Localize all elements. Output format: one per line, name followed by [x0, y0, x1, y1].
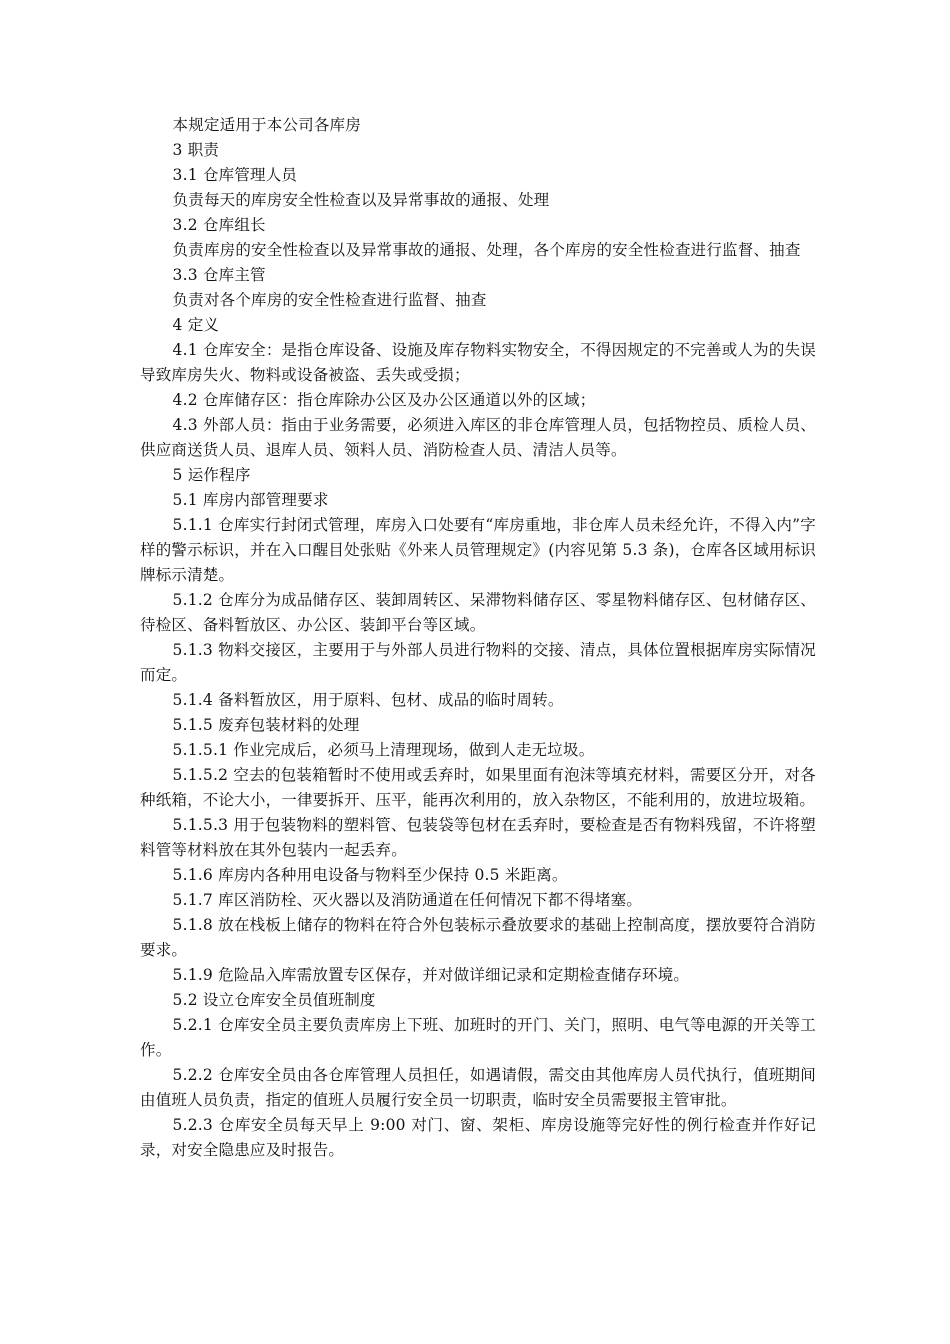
- clause: 5.1.4 备料暂放区，用于原料、包材、成品的临时周转。: [172, 691, 564, 709]
- scope-statement: 本规定适用于本公司各库房: [172, 116, 361, 134]
- clause: 5.1.7 库区消防栓、灭火器以及消防通道在任何情况下都不得堵塞。: [172, 891, 643, 909]
- paragraph: 负责库房的安全性检查以及异常事故的通报、处理，各个库房的安全性检查进行监督、抽查: [172, 241, 801, 259]
- clause: 5.1.6 库房内各种用电设备与物料至少保持 0.5 米距离。: [172, 866, 568, 884]
- clause: 5.2.3 仓库安全员每天早上 9:00 对门、窗、架柜、库房设施等完好性的例行检查并作好记录，对安全隐患应及时报告。: [140, 1116, 816, 1159]
- clause: 4.3 外部人员：指由于业务需要，必须进入库区的非仓库管理人员，包括物控员、质检人员、供应商送货人员、退库人员、领料人员、消防检查人员、清洁人员等。: [140, 416, 816, 459]
- clause: 4.2 仓库储存区：指仓库除办公区及办公区通道以外的区域；: [172, 391, 596, 409]
- clause: 5.2.2 仓库安全员由各仓库管理人员担任，如遇请假，需交由其他库房人员代执行，值班期间由值班人员负责，指定的值班人员履行安全员一切职责，临时安全员需要报主管审批。: [140, 1066, 816, 1109]
- subsection-heading: 3.1 仓库管理人员: [172, 166, 298, 184]
- section-heading: 4 定义: [172, 316, 220, 334]
- clause: 5.1.8 放在栈板上储存的物料在符合外包装标示叠放要求的基础上控制高度，摆放要符合消防要求。: [140, 916, 816, 959]
- clause: 5.1.5 废弃包装材料的处理: [172, 716, 360, 734]
- clause: 5.1.3 物料交接区，主要用于与外部人员进行物料的交接、清点，具体位置根据库房实际情况而定。: [140, 641, 816, 684]
- clause: 5.1.5.3 用于包装物料的塑料管、包装袋等包材在丢弃时，要检查是否有物料残留，不许将塑料管等材料放在其外包装内一起丢弃。: [140, 816, 816, 859]
- clause: 5.1.2 仓库分为成品储存区、装卸周转区、呆滞物料储存区、零星物料储存区、包材储存区、待检区、备料暂放区、办公区、装卸平台等区域。: [140, 591, 816, 634]
- clause: 5.1.1 仓库实行封闭式管理，库房入口处要有“库房重地，非仓库人员未经允许，不得入内”字样的警示标识，并在入口醒目处张贴《外来人员管理规定》(内容见第 5.3 条)，仓库各区域用标识牌标示清楚。: [140, 516, 817, 584]
- subsection-heading: 5.2 设立仓库安全员值班制度: [172, 991, 376, 1009]
- subsection-heading: 5.1 库房内部管理要求: [172, 491, 329, 509]
- clause: 4.1 仓库安全：是指仓库设备、设施及库存物料实物安全，不得因规定的不完善或人为的失误导致库房失火、物料或设备被盗、丢失或受损；: [140, 341, 816, 384]
- clause: 5.1.9 危险品入库需放置专区保存，并对做详细记录和定期检查储存环境。: [172, 966, 690, 984]
- document-body: [140, 113, 816, 1163]
- subsection-heading: 3.2 仓库组长: [172, 216, 266, 234]
- subsection-heading: 3.3 仓库主管: [172, 266, 266, 284]
- clause: 5.1.5.1 作业完成后，必须马上清理现场，做到人走无垃圾。: [172, 741, 595, 759]
- section-heading: 5 运作程序: [172, 466, 251, 484]
- clause: 5.2.1 仓库安全员主要负责库房上下班、加班时的开门、关门，照明、电气等电源的开关等工作。: [140, 1016, 816, 1059]
- clause: 5.1.5.2 空去的包装箱暂时不使用或丢弃时，如果里面有泡沫等填充材料，需要区分开，对各种纸箱，不论大小，一律要拆开、压平，能再次利用的，放入杂物区，不能利用的，放进垃圾箱。: [140, 766, 816, 809]
- section-heading: 3 职责: [172, 141, 220, 159]
- paragraph: 负责对各个库房的安全性检查进行监督、抽查: [172, 291, 487, 309]
- paragraph: 负责每天的库房安全性检查以及异常事故的通报、处理: [172, 191, 550, 209]
